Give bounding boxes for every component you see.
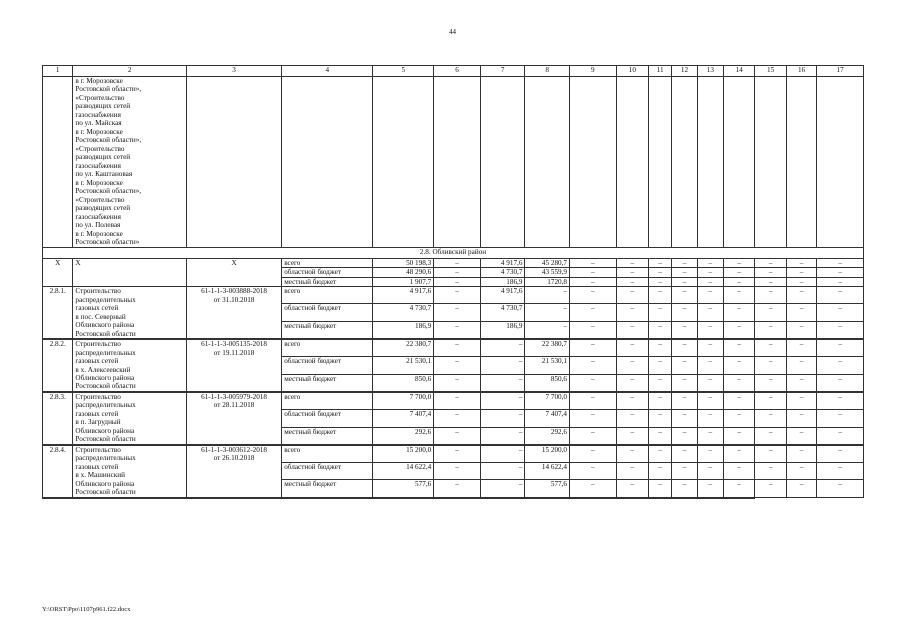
funding-source: областной бюджет <box>282 268 373 277</box>
value-col-5: 577,6 <box>373 480 434 497</box>
spacer-col-10 <box>480 497 525 498</box>
funding-source: областной бюджет <box>282 304 373 321</box>
funding-source: областной бюджет <box>282 463 373 480</box>
cont-col-3 <box>186 77 281 248</box>
value-col-12: – <box>672 268 697 277</box>
row-number: 2.8.3. <box>43 392 73 444</box>
header-col-5: 5 <box>373 66 434 77</box>
document-ref: 61-1-1-3-003888-2018 от 31.10.2018 <box>186 287 281 339</box>
value-col-11: – <box>649 357 672 374</box>
spacer-row <box>43 497 864 498</box>
value-col-5: 48 290,6 <box>373 268 434 277</box>
value-col-7: – <box>480 374 525 391</box>
cont-col-17 <box>817 77 864 248</box>
value-col-13: – <box>697 268 723 277</box>
value-col-7: 4 917,6 <box>480 287 525 304</box>
value-col-16: – <box>786 340 816 357</box>
value-col-13: – <box>697 287 723 304</box>
section-title: 2.8. Обливский район <box>43 247 864 258</box>
header-col-12: 12 <box>672 66 697 77</box>
value-col-10: – <box>616 268 648 277</box>
value-col-15: – <box>755 321 786 338</box>
value-col-10: – <box>616 321 648 338</box>
value-col-8: 21 530,1 <box>525 357 570 374</box>
value-col-11: – <box>649 277 672 286</box>
header-col-2: 2 <box>73 66 187 77</box>
value-col-7: – <box>480 463 525 480</box>
funding-source: всего <box>282 340 373 357</box>
value-col-6: – <box>434 268 481 277</box>
document-ref: 61-1-1-3-003612-2018 от 26.10.2018 <box>186 445 281 497</box>
header-col-15: 15 <box>755 66 786 77</box>
value-col-16: – <box>786 392 816 409</box>
value-col-16: – <box>786 268 816 277</box>
value-col-5: 292,6 <box>373 427 434 444</box>
spacer-col-14 <box>649 497 672 498</box>
value-col-10: – <box>616 277 648 286</box>
page-number: 44 <box>449 28 456 36</box>
row-number: 2.8.1. <box>43 287 73 339</box>
cont-col-11 <box>649 77 672 248</box>
value-col-13: – <box>697 357 723 374</box>
value-col-13: – <box>697 340 723 357</box>
value-col-8: 22 380,7 <box>525 340 570 357</box>
value-col-13: – <box>697 374 723 391</box>
object-name: X <box>73 258 187 286</box>
value-col-14: – <box>724 427 755 444</box>
value-col-12: – <box>672 445 697 462</box>
value-col-16: – <box>786 258 816 267</box>
value-col-13: – <box>697 445 723 462</box>
value-col-15: – <box>755 480 786 497</box>
object-name: Строительство распределительных газовых сетей в х. Машинский Обливского района Ростовской области <box>73 445 187 497</box>
value-col-13: – <box>697 480 723 497</box>
value-col-16: – <box>786 277 816 286</box>
value-col-7: – <box>480 480 525 497</box>
value-col-9: – <box>570 427 617 444</box>
value-col-6: – <box>434 304 481 321</box>
value-col-16: – <box>786 357 816 374</box>
value-col-10: – <box>616 374 648 391</box>
value-col-10: – <box>616 427 648 444</box>
funding-source: местный бюджет <box>282 480 373 497</box>
header-col-13: 13 <box>697 66 723 77</box>
value-col-7: – <box>480 392 525 409</box>
value-col-9: – <box>570 445 617 462</box>
value-col-10: – <box>616 287 648 304</box>
funding-source: местный бюджет <box>282 321 373 338</box>
value-col-5: 1 907,7 <box>373 277 434 286</box>
spacer-col-5 <box>73 497 187 498</box>
funding-source: местный бюджет <box>282 277 373 286</box>
value-col-17: – <box>817 287 864 304</box>
value-col-16: – <box>786 463 816 480</box>
funding-source: всего <box>282 258 373 267</box>
value-col-14: – <box>724 410 755 427</box>
value-col-16: – <box>786 480 816 497</box>
value-col-11: – <box>649 287 672 304</box>
spacer-col-4 <box>43 497 73 498</box>
table-row <box>43 340 864 357</box>
table-row <box>43 287 864 304</box>
value-col-6: – <box>434 374 481 391</box>
value-col-9: – <box>570 277 617 286</box>
value-col-9: – <box>570 287 617 304</box>
value-col-16: – <box>786 445 816 462</box>
value-col-10: – <box>616 410 648 427</box>
value-col-6: – <box>434 340 481 357</box>
value-col-11: – <box>649 480 672 497</box>
funding-source: местный бюджет <box>282 427 373 444</box>
value-col-12: – <box>672 480 697 497</box>
document-ref: 61-1-1-3-005135-2018 от 19.11.2018 <box>186 340 281 392</box>
document-ref: X <box>186 258 281 286</box>
value-col-10: – <box>616 258 648 267</box>
value-col-6: – <box>434 445 481 462</box>
cont-col-10 <box>616 77 648 248</box>
object-name: Строительство распределительных газовых сетей в х. Алексеевский Обливского района Ростовской области <box>73 340 187 392</box>
row-number: 2.8.2. <box>43 340 73 392</box>
value-col-8: 14 622,4 <box>525 463 570 480</box>
table-row <box>43 392 864 409</box>
row-number: 2.8.4. <box>43 445 73 497</box>
value-col-8: 292,6 <box>525 427 570 444</box>
value-col-15: – <box>755 357 786 374</box>
value-col-14: – <box>724 304 755 321</box>
value-col-9: – <box>570 340 617 357</box>
value-col-6: – <box>434 258 481 267</box>
value-col-12: – <box>672 321 697 338</box>
value-col-15: – <box>755 427 786 444</box>
value-col-11: – <box>649 374 672 391</box>
spacer-col-8 <box>373 497 434 498</box>
table-row <box>43 445 864 462</box>
value-col-14: – <box>724 258 755 267</box>
value-col-5: 21 530,1 <box>373 357 434 374</box>
value-col-7: 186,9 <box>480 277 525 286</box>
cont-col-12 <box>672 77 697 248</box>
value-col-11: – <box>649 445 672 462</box>
value-col-14: – <box>724 480 755 497</box>
value-col-5: 7 700,0 <box>373 392 434 409</box>
header-col-10: 10 <box>616 66 648 77</box>
spacer-col-7 <box>282 497 373 498</box>
header-col-3: 3 <box>186 66 281 77</box>
funding-source: всего <box>282 445 373 462</box>
cont-col-1 <box>43 77 73 248</box>
value-col-7: – <box>480 427 525 444</box>
value-col-15: – <box>755 445 786 462</box>
value-col-5: 50 198,3 <box>373 258 434 267</box>
cont-col-13 <box>697 77 723 248</box>
value-col-8: 850,6 <box>525 374 570 391</box>
value-col-16: – <box>786 374 816 391</box>
value-col-6: – <box>434 277 481 286</box>
value-col-14: – <box>724 392 755 409</box>
value-col-11: – <box>649 340 672 357</box>
header-col-11: 11 <box>649 66 672 77</box>
object-name: Строительство распределительных газовых сетей в п. Загрудный Обливского района Ростовской области <box>73 392 187 444</box>
value-col-14: – <box>724 321 755 338</box>
value-col-17: – <box>817 410 864 427</box>
value-col-7: 4 730,7 <box>480 268 525 277</box>
value-col-14: – <box>724 277 755 286</box>
continuation-text: в г. Морозовске Ростовской области», «Строительство разводящих сетей газоснабжения по ул. Майская в г. Морозовске Ростовской области», «Строительство разводящих сетей газоснабжения по ул. Каштановая в г. Морозовске Ростовской области», «Строительство разводящих сетей газоснабжения по ул. Полевая в г. Морозовске Ростовской области» <box>73 77 187 248</box>
value-col-17: – <box>817 445 864 462</box>
value-col-13: – <box>697 258 723 267</box>
value-col-17: – <box>817 268 864 277</box>
value-col-7: – <box>480 410 525 427</box>
value-col-8: 45 280,7 <box>525 258 570 267</box>
value-col-12: – <box>672 277 697 286</box>
header-row <box>43 66 864 77</box>
value-col-14: – <box>724 340 755 357</box>
value-col-13: – <box>697 321 723 338</box>
value-col-15: – <box>755 268 786 277</box>
value-col-8: 15 200,0 <box>525 445 570 462</box>
value-col-6: – <box>434 287 481 304</box>
value-col-15: – <box>755 410 786 427</box>
value-col-15: – <box>755 277 786 286</box>
value-col-7: – <box>480 445 525 462</box>
object-name: Строительство распределительных газовых сетей в пос. Северный Обливского района Ростовской области <box>73 287 187 339</box>
value-col-6: – <box>434 480 481 497</box>
document-ref: 61-1-1-3-005979-2018 от 28.11.2018 <box>186 392 281 444</box>
row-number: X <box>43 258 73 286</box>
value-col-12: – <box>672 340 697 357</box>
value-col-17: – <box>817 374 864 391</box>
cont-col-14 <box>724 77 755 248</box>
value-col-11: – <box>649 410 672 427</box>
value-col-10: – <box>616 480 648 497</box>
cont-col-4 <box>282 77 373 248</box>
funding-source: областной бюджет <box>282 357 373 374</box>
value-col-14: – <box>724 445 755 462</box>
table-row <box>43 258 864 267</box>
value-col-6: – <box>434 427 481 444</box>
value-col-15: – <box>755 340 786 357</box>
value-col-11: – <box>649 392 672 409</box>
value-col-12: – <box>672 304 697 321</box>
value-col-8: 1720,8 <box>525 277 570 286</box>
value-col-16: – <box>786 321 816 338</box>
value-col-14: – <box>724 268 755 277</box>
value-col-5: 22 380,7 <box>373 340 434 357</box>
value-col-9: – <box>570 357 617 374</box>
value-col-9: – <box>570 321 617 338</box>
value-col-17: – <box>817 277 864 286</box>
header-col-7: 7 <box>480 66 525 77</box>
header-col-16: 16 <box>786 66 816 77</box>
cont-col-8 <box>525 77 570 248</box>
funding-source: всего <box>282 392 373 409</box>
value-col-11: – <box>649 463 672 480</box>
value-col-11: – <box>649 321 672 338</box>
spacer-col-11 <box>525 497 570 498</box>
header-col-4: 4 <box>282 66 373 77</box>
value-col-12: – <box>672 374 697 391</box>
funding-source: всего <box>282 287 373 304</box>
value-col-15: – <box>755 304 786 321</box>
value-col-10: – <box>616 304 648 321</box>
value-col-15: – <box>755 287 786 304</box>
value-col-8: 43 559,9 <box>525 268 570 277</box>
value-col-5: 4 730,7 <box>373 304 434 321</box>
continuation-row <box>43 77 864 248</box>
value-col-15: – <box>755 258 786 267</box>
spacer-col-9 <box>434 497 481 498</box>
value-col-9: – <box>570 463 617 480</box>
value-col-13: – <box>697 392 723 409</box>
value-col-7: – <box>480 340 525 357</box>
value-col-13: – <box>697 277 723 286</box>
value-col-5: 850,6 <box>373 374 434 391</box>
value-col-15: – <box>755 374 786 391</box>
spacer-col-15 <box>672 497 697 498</box>
value-col-6: – <box>434 410 481 427</box>
value-col-17: – <box>817 480 864 497</box>
value-col-14: – <box>724 463 755 480</box>
value-col-16: – <box>786 287 816 304</box>
value-col-10: – <box>616 463 648 480</box>
spacer-col-13 <box>616 497 648 498</box>
cont-col-5 <box>373 77 434 248</box>
value-col-12: – <box>672 463 697 480</box>
value-col-8: – <box>525 321 570 338</box>
header-col-1: 1 <box>43 66 73 77</box>
value-col-16: – <box>786 304 816 321</box>
header-col-9: 9 <box>570 66 617 77</box>
value-col-15: – <box>755 463 786 480</box>
header-col-6: 6 <box>434 66 481 77</box>
spacer-col-17 <box>724 497 755 498</box>
value-col-12: – <box>672 357 697 374</box>
spacer-col-6 <box>186 497 281 498</box>
value-col-14: – <box>724 357 755 374</box>
value-col-9: – <box>570 268 617 277</box>
value-col-14: – <box>724 287 755 304</box>
value-col-11: – <box>649 258 672 267</box>
value-col-9: – <box>570 258 617 267</box>
value-col-8: 7 407,4 <box>525 410 570 427</box>
value-col-13: – <box>697 304 723 321</box>
header-col-8: 8 <box>525 66 570 77</box>
value-col-9: – <box>570 392 617 409</box>
value-col-8: – <box>525 287 570 304</box>
value-col-12: – <box>672 287 697 304</box>
value-col-6: – <box>434 392 481 409</box>
value-col-5: 15 200,0 <box>373 445 434 462</box>
value-col-7: – <box>480 357 525 374</box>
value-col-17: – <box>817 340 864 357</box>
value-col-11: – <box>649 304 672 321</box>
cont-col-7 <box>480 77 525 248</box>
value-col-14: – <box>724 374 755 391</box>
footer-file-path: Y:\ORST\Ppo\1107p961.f22.docx <box>42 606 131 613</box>
value-col-5: 14 622,4 <box>373 463 434 480</box>
value-col-17: – <box>817 427 864 444</box>
value-col-16: – <box>786 410 816 427</box>
value-col-8: 577,6 <box>525 480 570 497</box>
value-col-11: – <box>649 268 672 277</box>
value-col-17: – <box>817 463 864 480</box>
value-col-8: – <box>525 304 570 321</box>
header-col-14: 14 <box>724 66 755 77</box>
value-col-17: – <box>817 392 864 409</box>
value-col-17: – <box>817 357 864 374</box>
cont-col-16 <box>786 77 816 248</box>
value-col-9: – <box>570 480 617 497</box>
funding-source: областной бюджет <box>282 410 373 427</box>
value-col-17: – <box>817 321 864 338</box>
value-col-9: – <box>570 374 617 391</box>
value-col-17: – <box>817 258 864 267</box>
spacer-col-12 <box>570 497 617 498</box>
section-row <box>43 247 864 258</box>
value-col-13: – <box>697 427 723 444</box>
value-col-9: – <box>570 410 617 427</box>
value-col-6: – <box>434 321 481 338</box>
spacer-col-16 <box>697 497 723 498</box>
value-col-17: – <box>817 304 864 321</box>
funding-source: местный бюджет <box>282 374 373 391</box>
value-col-5: 7 407,4 <box>373 410 434 427</box>
value-col-15: – <box>755 392 786 409</box>
value-col-11: – <box>649 427 672 444</box>
value-col-5: 186,9 <box>373 321 434 338</box>
value-col-9: – <box>570 304 617 321</box>
value-col-12: – <box>672 392 697 409</box>
value-col-7: 4 917,6 <box>480 258 525 267</box>
value-col-8: 7 700,0 <box>525 392 570 409</box>
value-col-10: – <box>616 340 648 357</box>
value-col-12: – <box>672 427 697 444</box>
value-col-7: 186,9 <box>480 321 525 338</box>
value-col-10: – <box>616 357 648 374</box>
value-col-16: – <box>786 427 816 444</box>
budget-table <box>42 65 864 499</box>
value-col-10: – <box>616 392 648 409</box>
value-col-6: – <box>434 357 481 374</box>
cont-col-9 <box>570 77 617 248</box>
value-col-7: 4 730,7 <box>480 304 525 321</box>
value-col-6: – <box>434 463 481 480</box>
value-col-12: – <box>672 410 697 427</box>
header-col-17: 17 <box>817 66 864 77</box>
value-col-12: – <box>672 258 697 267</box>
value-col-13: – <box>697 410 723 427</box>
value-col-5: 4 917,6 <box>373 287 434 304</box>
value-col-10: – <box>616 445 648 462</box>
cont-col-6 <box>434 77 481 248</box>
value-col-13: – <box>697 463 723 480</box>
cont-col-15 <box>755 77 786 248</box>
